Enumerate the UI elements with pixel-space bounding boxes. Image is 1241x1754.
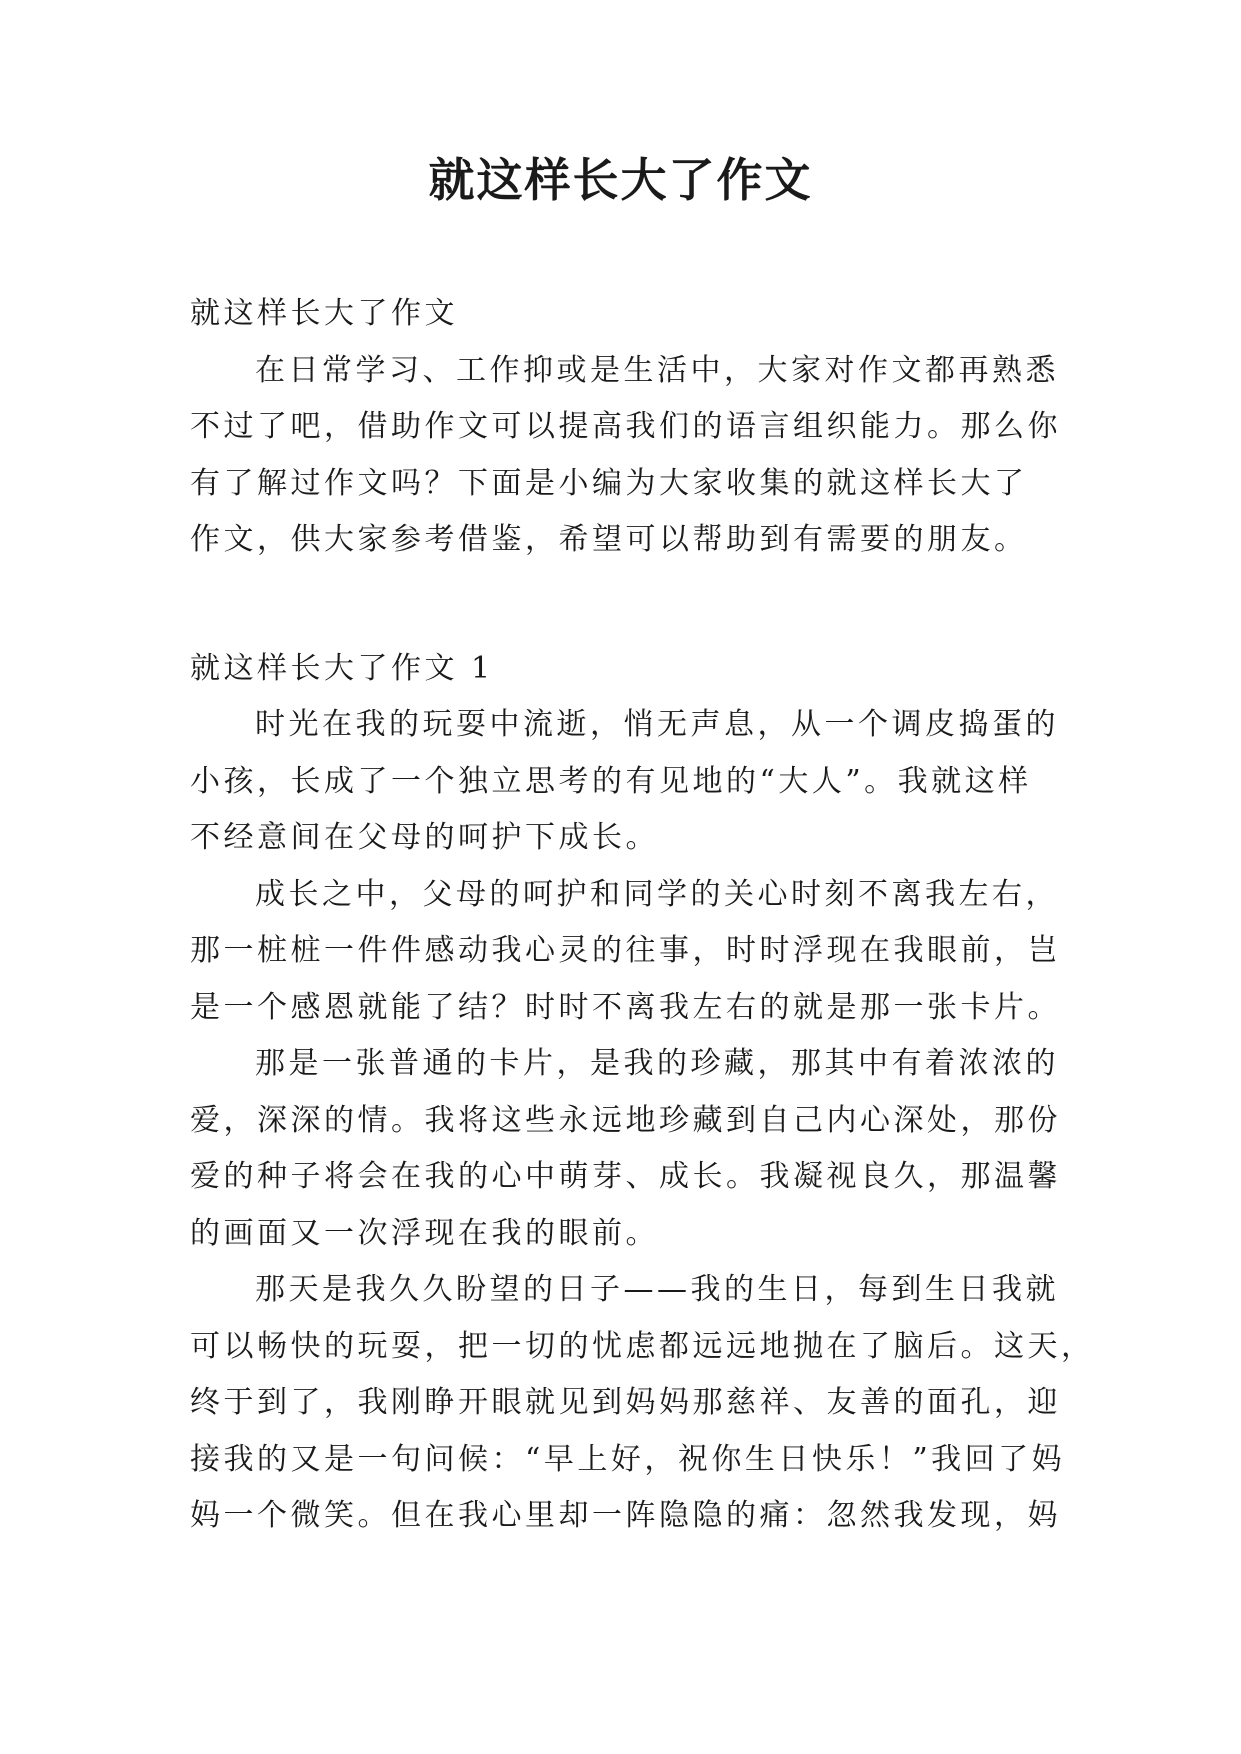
- intro-line: 在日常学习、工作抑或是生活中，大家对作文都再熟悉: [255, 352, 1059, 388]
- paragraph-line: 爱的种子将会在我的心中萌芽、成长。我凝视良久，那温馨: [190, 1159, 1061, 1194]
- paragraph-line: 那是一张普通的卡片，是我的珍藏，那其中有着浓浓的: [255, 1046, 1059, 1081]
- paragraph-line: 可以畅快的玩耍，把一切的忧虑都远远地抛在了脑后。这天，: [190, 1328, 1095, 1364]
- intro-line: 作文，供大家参考借鉴，希望可以帮助到有需要的朋友。: [190, 522, 1028, 557]
- paragraph-line: 成长之中，父母的呵护和同学的关心时刻不离我左右，: [255, 876, 1059, 912]
- paragraph-line: 时光在我的玩耍中流逝，悄无声息，从一个调皮捣蛋的: [255, 707, 1059, 742]
- document-title: 就这样长大了作文: [428, 153, 813, 207]
- paragraph-line: 爱，深深的情。我将这些永远地珍藏到自己内心深处，那份: [190, 1102, 1061, 1138]
- paragraph-line: 小孩，长成了一个独立思考的有见地的“大人”。我就这样: [190, 763, 1032, 799]
- intro-line: 不过了吧，借助作文可以提高我们的语言组织能力。那么你: [190, 409, 1061, 444]
- section-heading: 就这样长大了作文 1: [190, 650, 494, 686]
- paragraph-line: 的画面又一次浮现在我的眼前。: [190, 1215, 659, 1251]
- document-body: [190, 286, 1095, 1545]
- paragraph: [190, 1036, 1060, 1262]
- intro-line: 有了解过作文吗？下面是小编为大家收集的就这样长大了: [190, 465, 1028, 501]
- section-spacer: [190, 569, 1060, 641]
- paragraph-line: 是一个感恩就能了结？时时不离我左右的就是那一张卡片。: [190, 989, 1061, 1025]
- paragraph: [190, 1262, 1095, 1545]
- paragraph-line: 终于到了，我刚睁开眼就见到妈妈那慈祥、友善的面孔，迎: [190, 1385, 1061, 1420]
- paragraph-line: 那一桩桩一件件感动我心灵的往事，时时浮现在我眼前，岂: [190, 933, 1061, 968]
- paragraph-line: 那天是我久久盼望的日子——我的生日，每到生日我就: [255, 1272, 1059, 1307]
- paragraph: [190, 697, 1060, 867]
- paragraph-line: 不经意间在父母的呵护下成长。: [190, 820, 659, 855]
- paragraph: [190, 867, 1060, 1037]
- intro-heading: 就这样长大了作文: [190, 296, 458, 331]
- paragraph-line: 接我的又是一句问候：“早上好，祝你生日快乐！”我回了妈: [190, 1441, 1066, 1477]
- paragraph-line: 妈一个微笑。但在我心里却一阵隐隐的痛：忽然我发现，妈: [190, 1498, 1061, 1533]
